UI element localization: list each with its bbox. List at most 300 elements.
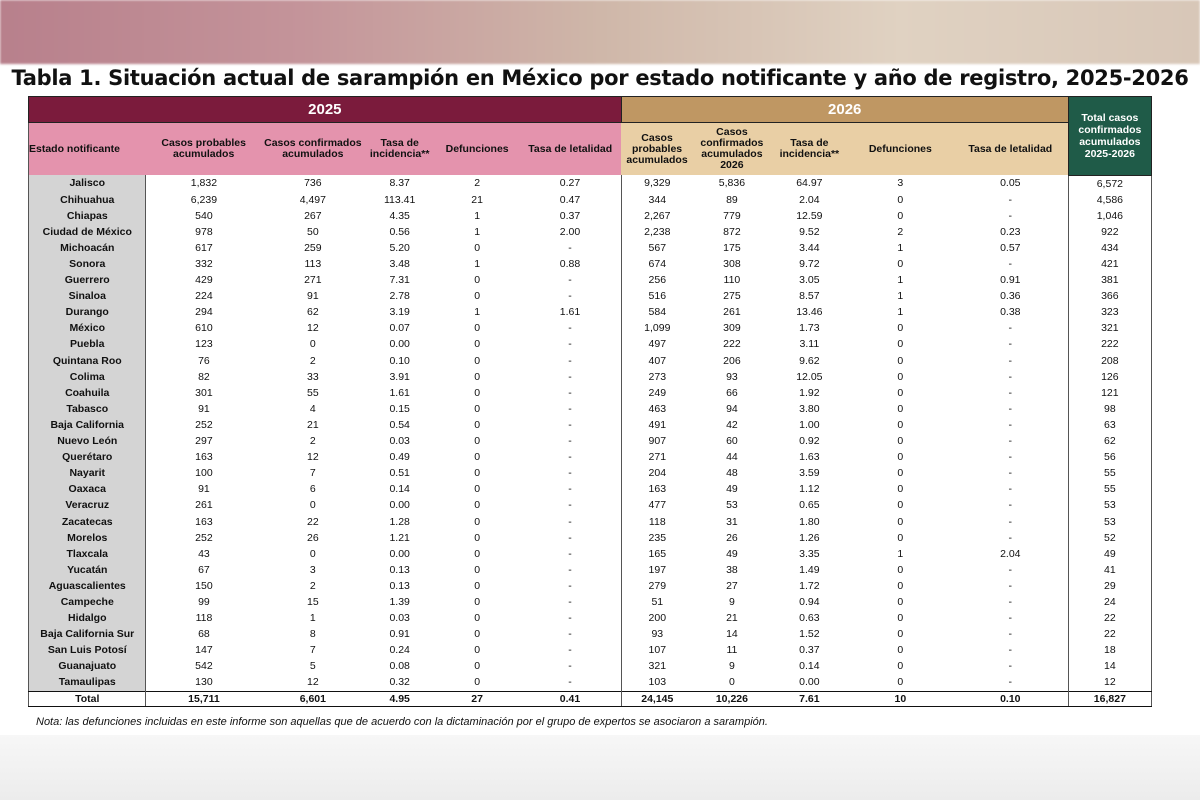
incidence-2025-cell: 1.21: [389, 531, 410, 544]
table-row: [29, 240, 1152, 256]
total-confirmed-cell: 4,586: [1068, 192, 1151, 208]
deaths-2026-cell: 0: [897, 418, 904, 431]
table-row: [29, 175, 1152, 192]
table-row: [29, 562, 1152, 578]
probable-2026-cell: 491: [621, 417, 693, 433]
total-confirmed-cell: 29: [1068, 578, 1151, 594]
probable-2025-cell: 542: [195, 660, 213, 673]
total-confirmed-cell: 12: [1068, 674, 1151, 691]
lethality-2025-cell: -: [568, 660, 572, 673]
total-row: [29, 691, 1152, 706]
confirmed-2025-cell: 2: [309, 579, 316, 592]
lethality-2026-cell: -: [1008, 499, 1013, 512]
probable-2025-cell: 68: [198, 628, 210, 641]
incidence-2026-cell: 8.57: [799, 290, 820, 303]
state-cell: Colima: [29, 369, 146, 385]
confirmed-2025-cell: 12: [307, 322, 319, 335]
state-column-header: Estado notificante: [29, 123, 146, 176]
probable-2025-header: Casos probables acumulados: [146, 123, 261, 176]
state-cell: Chihuahua: [29, 192, 146, 208]
probable-2026-cell: 2,238: [621, 224, 693, 240]
probable-2026-cell: 279: [621, 578, 693, 594]
probable-2025-cell: 252: [195, 531, 213, 544]
probable-2026-cell: 907: [621, 433, 693, 449]
incidence-2025-cell: 0.32: [389, 676, 410, 689]
lethality-2026-cell: -: [1008, 435, 1013, 448]
state-cell: Tabasco: [29, 401, 146, 417]
confirmed-2026-cell: 14: [726, 628, 738, 641]
deaths-2026-cell: 10: [848, 691, 953, 706]
deaths-2025-cell: 0: [474, 644, 481, 657]
confirmed-2025-cell: 4: [309, 402, 316, 415]
deaths-2026-cell: 3: [897, 177, 904, 190]
confirmed-2025-cell: 267: [304, 209, 322, 222]
probable-2025-cell: 224: [195, 290, 213, 303]
state-cell: Durango: [29, 304, 146, 320]
total-confirmed-cell: 121: [1068, 385, 1151, 401]
total-confirmed-cell: 98: [1068, 401, 1151, 417]
deaths-2026-cell: 0: [897, 676, 904, 689]
state-cell: Hidalgo: [29, 610, 146, 626]
lethality-2025-cell: 0.41: [519, 691, 621, 706]
state-cell: Ciudad de México: [29, 224, 146, 240]
confirmed-2025-cell: 50: [307, 225, 319, 238]
table-row: [29, 224, 1152, 240]
confirmed-2025-cell: 0: [309, 547, 316, 560]
total-confirmed-cell: 62: [1068, 433, 1151, 449]
confirmed-2025-cell: 5: [309, 660, 316, 673]
probable-2026-cell: 516: [621, 288, 693, 304]
confirmed-2025-cell: 259: [304, 241, 322, 254]
probable-2025-cell: 332: [195, 258, 213, 271]
lethality-2025-cell: 0.88: [559, 258, 581, 271]
lethality-2026-cell: 0.91: [1000, 274, 1021, 287]
state-cell: Yucatán: [29, 562, 146, 578]
lethality-2025-header: Tasa de letalidad: [519, 123, 621, 176]
total-confirmed-cell: 53: [1068, 513, 1151, 529]
probable-2025-cell: 163: [195, 515, 213, 528]
table-title: Tabla 1. Situación actual de sarampión en México por estado notificante y año de registro, 2025-2026: [11, 66, 1189, 90]
confirmed-2025-cell: 15: [307, 595, 319, 608]
confirmed-2025-cell: 33: [307, 370, 319, 383]
state-cell: Baja California: [29, 417, 146, 433]
confirmed-2026-cell: 31: [726, 515, 738, 528]
deaths-2026-cell: 0: [897, 531, 904, 544]
incidence-2025-cell: 0.03: [389, 435, 410, 448]
state-cell: Coahuila: [29, 385, 146, 401]
incidence-2026-cell: 9.72: [799, 258, 820, 271]
lethality-2025-cell: -: [568, 370, 572, 383]
total-confirmed-cell: 18: [1068, 642, 1151, 658]
probable-2025-cell: 252: [195, 418, 213, 431]
lethality-2026-cell: -: [1008, 628, 1013, 641]
total-confirmed-cell: 22: [1068, 626, 1151, 642]
total-confirmed-cell: 381: [1068, 272, 1151, 288]
table-row: [29, 642, 1152, 658]
lethality-2025-cell: -: [568, 547, 572, 560]
deaths-2025-cell: 0: [474, 563, 481, 576]
confirmed-2026-cell: 175: [723, 241, 741, 254]
confirmed-2025-cell: 62: [307, 306, 319, 319]
lethality-2025-cell: -: [568, 676, 572, 689]
incidence-2026-cell: 1.92: [799, 386, 820, 399]
lethality-2026-cell: 0.57: [1000, 241, 1021, 254]
incidence-2025-cell: 0.13: [389, 563, 410, 576]
confirmed-2026-cell: 94: [726, 402, 738, 415]
confirmed-2026-cell: 53: [726, 499, 738, 512]
incidence-2026-cell: 1.80: [799, 515, 820, 528]
table-row: [29, 192, 1152, 208]
incidence-2026-cell: 3.05: [799, 274, 820, 287]
state-cell: Baja California Sur: [29, 626, 146, 642]
deaths-2026-cell: 0: [897, 193, 904, 206]
probable-2025-cell: 301: [195, 386, 213, 399]
deaths-2025-cell: 0: [474, 547, 481, 560]
incidence-2025-cell: 0.07: [389, 322, 410, 335]
confirmed-2025-cell: 91: [307, 290, 319, 303]
deaths-2025-cell: 0: [474, 354, 481, 367]
lethality-2025-cell: -: [568, 579, 572, 592]
table-row: [29, 304, 1152, 320]
deaths-2026-cell: 0: [897, 322, 904, 335]
probable-2026-cell: 118: [621, 513, 693, 529]
deaths-2025-cell: 0: [474, 241, 481, 254]
deaths-2026-cell: 0: [897, 467, 904, 480]
incidence-2025-cell: 0.03: [389, 612, 410, 625]
total-confirmed-cell: 126: [1068, 369, 1151, 385]
incidence-2025-cell: 4.95: [364, 691, 435, 706]
lethality-2026-cell: -: [1008, 418, 1013, 431]
deaths-2026-cell: 0: [897, 515, 904, 528]
deaths-2025-cell: 0: [474, 660, 481, 673]
lethality-2025-cell: -: [568, 467, 572, 480]
confirmed-2026-cell: 49: [726, 483, 738, 496]
incidence-2026-cell: 3.59: [799, 467, 820, 480]
deaths-2025-cell: 0: [474, 483, 481, 496]
incidence-2025-cell: 8.37: [389, 177, 410, 190]
probable-2025-cell: 15,711: [146, 691, 261, 706]
probable-2025-cell: 91: [198, 483, 210, 496]
table-row: [29, 385, 1152, 401]
probable-2026-cell: 1,099: [621, 320, 693, 336]
probable-2026-cell: 256: [621, 272, 693, 288]
confirmed-2026-header: Casos confirmados acumulados 2026: [693, 123, 771, 176]
incidence-2025-cell: 5.20: [389, 241, 410, 254]
incidence-2026-cell: 9.62: [799, 354, 820, 367]
incidence-2026-cell: 0.92: [799, 435, 820, 448]
state-cell: Querétaro: [29, 449, 146, 465]
deaths-2025-cell: 0: [474, 418, 481, 431]
deaths-2025-cell: 0: [474, 338, 481, 351]
incidence-2025-cell: 0.08: [389, 660, 410, 673]
probable-2026-cell: 2,267: [621, 208, 693, 224]
lethality-2026-cell: -: [1008, 451, 1013, 464]
deaths-2026-cell: 1: [897, 290, 904, 303]
lethality-2025-cell: 1.61: [559, 306, 581, 319]
table-row: [29, 481, 1152, 497]
lethality-2026-cell: -: [1008, 660, 1013, 673]
table-row: [29, 449, 1152, 465]
deaths-2025-cell: 0: [474, 676, 481, 689]
deaths-2025-cell: 0: [474, 499, 481, 512]
incidence-2025-cell: 0.49: [389, 451, 410, 464]
lethality-2025-cell: 0.37: [559, 209, 581, 222]
incidence-2026-cell: 0.37: [799, 644, 820, 657]
deaths-2025-cell: 0: [474, 612, 481, 625]
lethality-2026-cell: 2.04: [1000, 547, 1021, 560]
table-row: [29, 417, 1152, 433]
confirmed-2025-cell: 113: [304, 258, 322, 271]
incidence-2025-cell: 0.00: [389, 338, 410, 351]
lethality-2025-cell: -: [568, 595, 572, 608]
year-2026-header: 2026: [621, 97, 1068, 123]
confirmed-2025-cell: 2: [309, 354, 316, 367]
total-confirmed-cell: 22: [1068, 610, 1151, 626]
incidence-2026-cell: 0.14: [799, 660, 820, 673]
lethality-2026-cell: -: [1008, 531, 1013, 544]
deaths-2026-cell: 0: [897, 451, 904, 464]
total-confirmed-cell: 1,046: [1068, 208, 1151, 224]
total-confirmed-cell: 56: [1068, 449, 1151, 465]
confirmed-2026-cell: 21: [726, 612, 738, 625]
lethality-2026-cell: -: [1008, 579, 1013, 592]
state-cell: Sonora: [29, 256, 146, 272]
total-confirmed-cell: 49: [1068, 546, 1151, 562]
lethality-2025-cell: -: [568, 402, 572, 415]
total-confirmed-cell: 14: [1068, 658, 1151, 674]
probable-2026-cell: 165: [621, 546, 693, 562]
total-confirmed-cell: 52: [1068, 530, 1151, 546]
lethality-2026-cell: -: [1008, 338, 1013, 351]
incidence-2025-cell: 0.10: [389, 354, 410, 367]
total-confirmed-cell: 321: [1068, 320, 1151, 336]
deaths-2026-cell: 1: [897, 306, 904, 319]
incidence-2026-cell: 1.72: [799, 579, 820, 592]
table-row: [29, 336, 1152, 352]
lethality-2026-cell: -: [1008, 402, 1013, 415]
deaths-2025-cell: 0: [474, 290, 481, 303]
probable-2026-cell: 204: [621, 465, 693, 481]
state-cell: Total: [29, 691, 146, 706]
total-confirmed-cell: 323: [1068, 304, 1151, 320]
table-row: [29, 578, 1152, 594]
deaths-2026-cell: 0: [897, 354, 904, 367]
deaths-2025-cell: 0: [474, 370, 481, 383]
probable-2025-cell: 100: [195, 467, 213, 480]
lethality-2026-cell: -: [1008, 467, 1013, 480]
lethality-2025-cell: -: [568, 418, 572, 431]
incidence-2025-cell: 3.91: [389, 370, 410, 383]
state-cell: Jalisco: [29, 175, 146, 192]
probable-2025-cell: 123: [195, 338, 213, 351]
table-row: [29, 401, 1152, 417]
confirmed-2026-cell: 44: [726, 451, 738, 464]
probable-2025-cell: 297: [195, 435, 213, 448]
state-cell: Guerrero: [29, 272, 146, 288]
confirmed-2025-header: Casos confirmados acumulados: [261, 123, 364, 176]
table-row: [29, 320, 1152, 336]
incidence-2026-cell: 1.26: [799, 531, 820, 544]
confirmed-2026-cell: 0: [728, 676, 735, 689]
deaths-2025-cell: 0: [474, 579, 481, 592]
deaths-2026-cell: 0: [897, 258, 904, 271]
confirmed-2025-cell: 4,497: [299, 193, 326, 206]
confirmed-2025-cell: 3: [309, 563, 316, 576]
incidence-2026-cell: 3.44: [799, 241, 820, 254]
probable-2025-cell: 6,239: [190, 193, 218, 206]
confirmed-2025-cell: 1: [309, 612, 316, 625]
lethality-2025-cell: -: [568, 612, 572, 625]
state-cell: Morelos: [29, 530, 146, 546]
confirmed-2025-cell: 271: [304, 274, 322, 287]
lethality-2025-cell: -: [568, 644, 572, 657]
probable-2026-cell: 163: [621, 481, 693, 497]
state-cell: México: [29, 320, 146, 336]
incidence-2025-cell: 2.78: [389, 290, 410, 303]
total-confirmed-cell: 421: [1068, 256, 1151, 272]
incidence-2025-cell: 0.00: [389, 499, 410, 512]
state-cell: Michoacán: [29, 240, 146, 256]
deaths-2026-cell: 0: [897, 370, 904, 383]
probable-2025-cell: 150: [195, 579, 213, 592]
table-row: [29, 272, 1152, 288]
incidence-2025-cell: 3.48: [389, 258, 410, 271]
confirmed-2025-cell: 0: [309, 499, 316, 512]
deaths-2026-cell: 0: [897, 660, 904, 673]
probable-2026-cell: 567: [621, 240, 693, 256]
confirmed-2026-cell: 60: [726, 435, 738, 448]
incidence-2026-cell: 1.00: [799, 418, 820, 431]
year-2025-header: 2025: [29, 97, 622, 123]
lethality-2026-cell: -: [1008, 563, 1013, 576]
lethality-2026-header: Tasa de letalidad: [953, 123, 1068, 176]
lethality-2026-cell: -: [1008, 354, 1013, 367]
probable-2026-cell: 200: [621, 610, 693, 626]
state-cell: San Luis Potosí: [29, 642, 146, 658]
state-cell: Chiapas: [29, 208, 146, 224]
confirmed-2025-cell: 2: [309, 435, 316, 448]
incidence-2026-header: Tasa de incidencia**: [771, 123, 848, 176]
lethality-2025-cell: -: [568, 499, 572, 512]
confirmed-2026-cell: 309: [723, 322, 741, 335]
incidence-2025-cell: 1.39: [389, 595, 410, 608]
deaths-2025-cell: 0: [474, 435, 481, 448]
lethality-2026-cell: -: [1008, 258, 1013, 271]
deaths-2026-header: Defunciones: [848, 123, 953, 176]
probable-2026-cell: 103: [621, 674, 693, 691]
deaths-2025-cell: 0: [474, 595, 481, 608]
deaths-2026-cell: 0: [897, 644, 904, 657]
incidence-2026-cell: 0.00: [799, 676, 820, 689]
confirmed-2026-cell: 779: [723, 209, 741, 222]
lethality-2026-cell: 0.38: [1000, 306, 1021, 319]
confirmed-2026-cell: 10,226: [693, 691, 771, 706]
incidence-2026-cell: 1.73: [799, 322, 820, 335]
blurred-footer-band: [0, 735, 1200, 800]
table-body: [29, 175, 1152, 706]
probable-2025-cell: 67: [198, 563, 210, 576]
probable-2026-cell: 51: [621, 594, 693, 610]
probable-2026-cell: 93: [621, 626, 693, 642]
confirmed-2026-cell: 27: [726, 579, 738, 592]
probable-2026-cell: 249: [621, 385, 693, 401]
probable-2025-cell: 118: [195, 612, 213, 625]
table-row: [29, 658, 1152, 674]
lethality-2026-cell: -: [1008, 595, 1013, 608]
state-cell: Quintana Roo: [29, 353, 146, 369]
incidence-2025-cell: 0.24: [389, 644, 410, 657]
table-row: [29, 546, 1152, 562]
deaths-2026-cell: 1: [897, 547, 904, 560]
lethality-2025-cell: 0.47: [559, 193, 581, 206]
probable-2026-cell: 584: [621, 304, 693, 320]
lethality-2026-cell: 0.23: [1000, 225, 1021, 238]
table-row: [29, 610, 1152, 626]
incidence-2026-cell: 3.80: [799, 402, 820, 415]
confirmed-2026-cell: 49: [726, 547, 738, 560]
incidence-2025-cell: 113.41: [383, 193, 416, 206]
lethality-2026-cell: -: [1008, 483, 1013, 496]
lethality-2025-cell: -: [568, 531, 572, 544]
incidence-2026-cell: 3.35: [799, 547, 820, 560]
probable-2025-cell: 147: [195, 644, 213, 657]
table-row: [29, 594, 1152, 610]
state-cell: Tamaulipas: [29, 674, 146, 691]
deaths-2026-cell: 0: [897, 386, 904, 399]
confirmed-2026-cell: 5,836: [718, 177, 746, 190]
deaths-2026-cell: 1: [897, 241, 904, 254]
probable-2026-cell: 107: [621, 642, 693, 658]
table-row: [29, 208, 1152, 224]
lethality-2025-cell: -: [568, 386, 572, 399]
lethality-2025-cell: -: [568, 322, 572, 335]
lethality-2025-cell: 2.00: [559, 225, 581, 238]
probable-2025-cell: 261: [195, 499, 213, 512]
lethality-2025-cell: -: [568, 483, 572, 496]
probable-2025-cell: 91: [198, 402, 210, 415]
confirmed-2025-cell: 7: [309, 644, 316, 657]
lethality-2025-cell: -: [568, 290, 572, 303]
confirmed-2025-cell: 22: [307, 515, 319, 528]
lethality-2026-cell: -: [1008, 322, 1013, 335]
deaths-2025-cell: 2: [474, 177, 481, 190]
state-cell: Sinaloa: [29, 288, 146, 304]
probable-2025-cell: 99: [198, 595, 210, 608]
lethality-2025-cell: -: [568, 515, 572, 528]
table-row: [29, 353, 1152, 369]
lethality-2025-cell: -: [568, 563, 572, 576]
incidence-2025-cell: 0.51: [389, 467, 410, 480]
table-row: [29, 674, 1152, 691]
total-confirmed-header: Total casos confirmados acumulados 2025-2026: [1068, 97, 1151, 176]
confirmed-2025-cell: 12: [307, 451, 319, 464]
measles-table: [28, 96, 1152, 707]
table-row: [29, 497, 1152, 513]
probable-2026-cell: 273: [621, 369, 693, 385]
table-row: [29, 288, 1152, 304]
confirmed-2026-cell: 66: [726, 386, 738, 399]
deaths-2025-cell: 0: [474, 274, 481, 287]
total-confirmed-cell: 208: [1068, 353, 1151, 369]
confirmed-2026-cell: 9: [728, 660, 735, 673]
confirmed-2025-cell: 7: [309, 467, 316, 480]
deaths-2026-cell: 0: [897, 435, 904, 448]
confirmed-2026-cell: 261: [723, 306, 741, 319]
total-confirmed-cell: 55: [1068, 481, 1151, 497]
confirmed-2026-cell: 9: [728, 595, 735, 608]
state-cell: Aguascalientes: [29, 578, 146, 594]
deaths-2025-cell: 1: [474, 306, 481, 319]
